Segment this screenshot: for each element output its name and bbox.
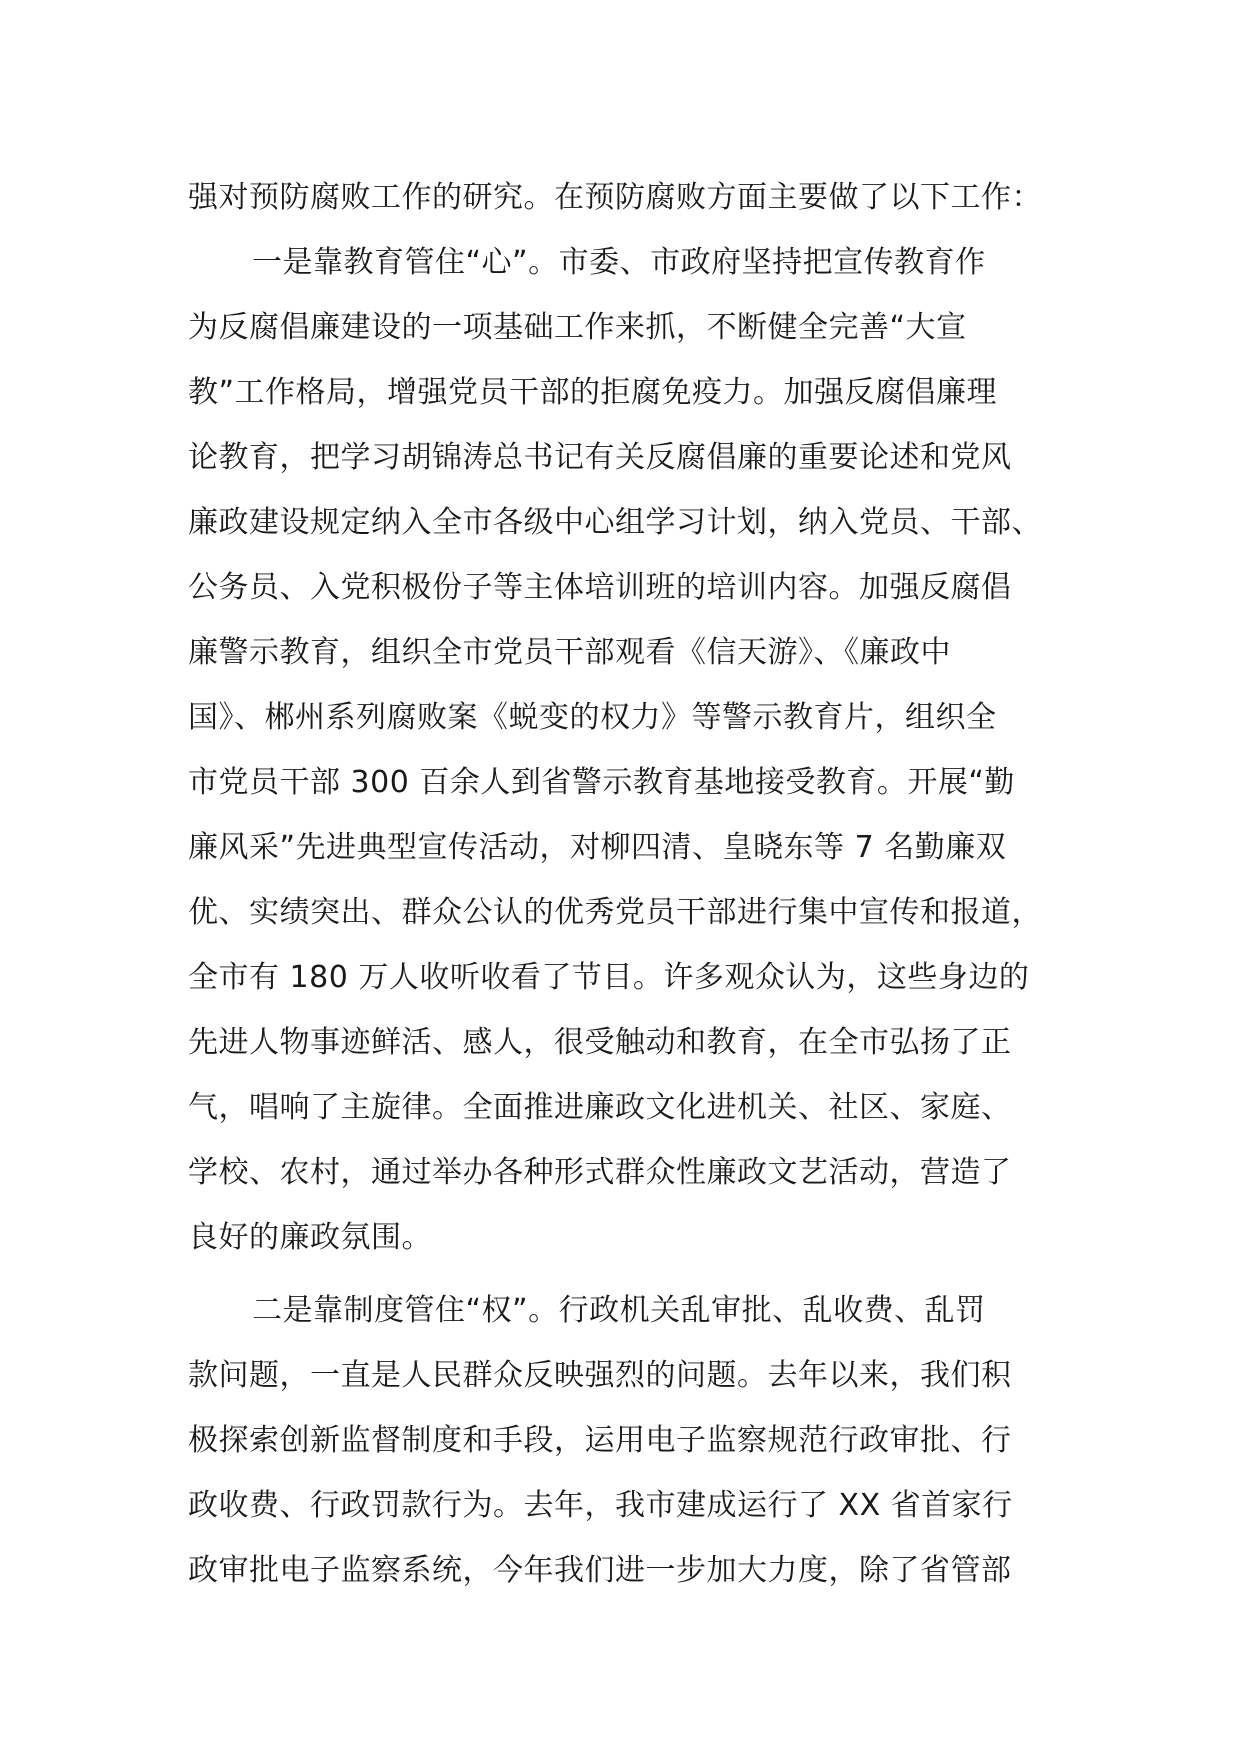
text-line: 廉政建设规定纳入全市各级中心组学习计划，纳入党员、干部、 <box>188 505 1042 540</box>
text-line: 市党员干部 300 百余人到省警示教育基地接受教育。开展“勤 <box>188 765 1015 800</box>
paragraph-1-first-line: 一是靠教育管住“心”。市委、市政府坚持把宣传教育作 <box>252 245 986 280</box>
body-text <box>188 165 1088 1603</box>
text-line: 为反腐倡廉建设的一项基础工作来抓，不断健全完善“大宣 <box>188 310 967 345</box>
text-line: 公务员、入党积极份子等主体培训班的培训内容。加强反腐倡 <box>188 570 1012 605</box>
text-line: 论教育，把学习胡锦涛总书记有关反腐倡廉的重要论述和党风 <box>188 440 1012 475</box>
text-line: 优、实绩突出、群众公认的优秀党员干部进行集中宣传和报道， <box>188 895 1042 930</box>
text-line: 款问题，一直是人民群众反映强烈的问题。去年以来，我们积 <box>188 1358 1012 1393</box>
text-line: 教”工作格局，增强党员干部的拒腐免疫力。加强反腐倡廉理 <box>188 375 998 410</box>
text-line: 政收费、行政罚款行为。去年，我市建成运行了 XX 省首家行 <box>188 1488 1013 1523</box>
text-line: 廉风采”先进典型宣传活动，对柳四清、皇晓东等 7 名勤廉双 <box>188 830 1007 865</box>
text-line: 强对预防腐败工作的研究。在预防腐败方面主要做了以下工作： <box>188 180 1042 215</box>
text-line: 学校、农村，通过举办各种形式群众性廉政文艺活动，营造了 <box>188 1155 1012 1190</box>
text-line: 廉警示教育，组织全市党员干部观看《信天游》、《廉政中 <box>188 635 951 670</box>
text-line: 先进人物事迹鲜活、感人，很受触动和教育，在全市弘扬了正 <box>188 1025 1012 1060</box>
text-line: 良好的廉政氛围。 <box>188 1220 432 1255</box>
paragraph-2-first-line: 二是靠制度管住“权”。行政机关乱审批、乱收费、乱罚 <box>252 1293 986 1328</box>
text-line: 政审批电子监察系统，今年我们进一步加大力度，除了省管部 <box>188 1553 1012 1588</box>
text-line: 气，唱响了主旋律。全面推进廉政文化进机关、社区、家庭、 <box>188 1090 1012 1125</box>
text-line: 全市有 180 万人收听收看了节目。许多观众认为，这些身边的 <box>188 960 1030 995</box>
text-line: 极探索创新监督制度和手段，运用电子监察规范行政审批、行 <box>188 1423 1012 1458</box>
text-line: 国》、郴州系列腐败案《蜕变的权力》等警示教育片，组织全 <box>188 700 997 735</box>
